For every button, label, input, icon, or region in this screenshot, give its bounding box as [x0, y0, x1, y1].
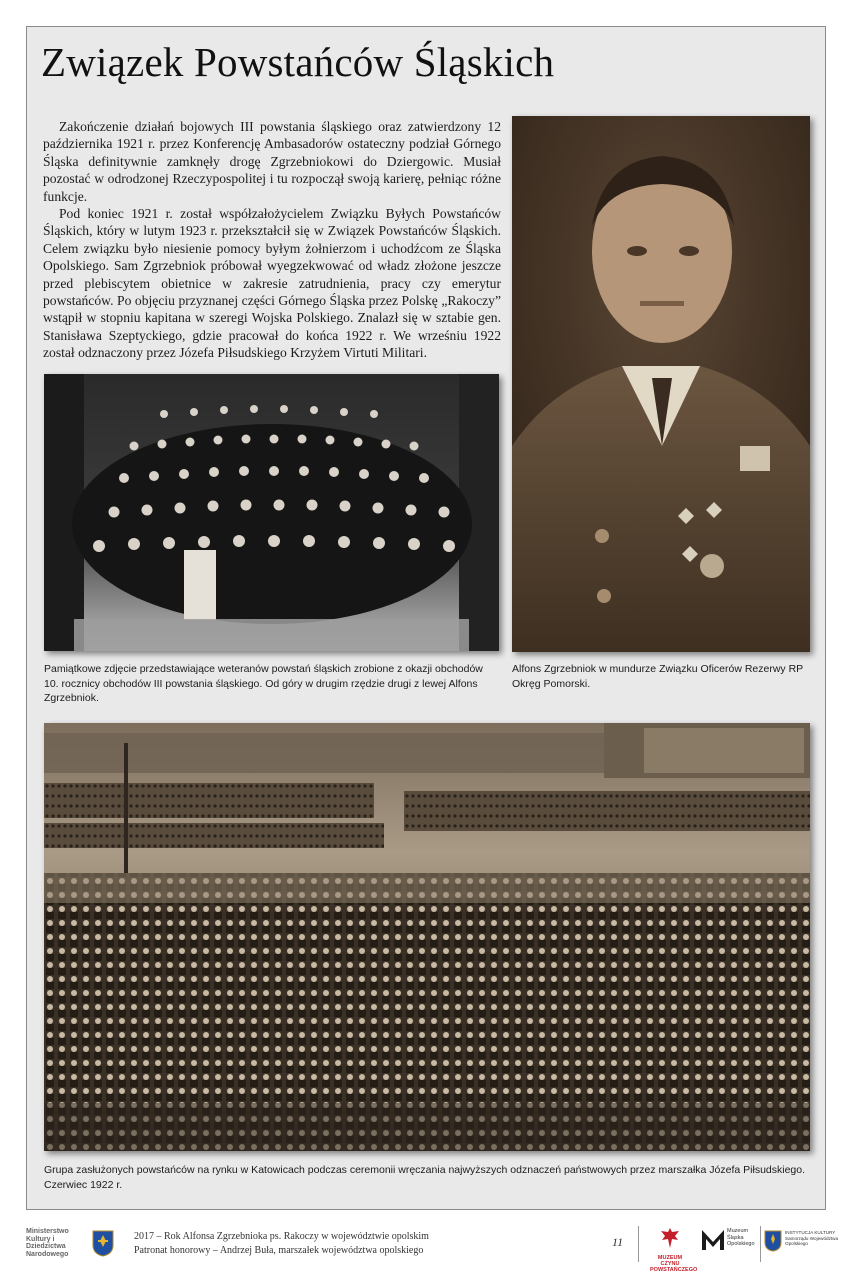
page-number: 11: [612, 1235, 624, 1249]
body-paragraph-2: Pod koniec 1921 r. został współzałożycielem Związku Byłych Powstańców Śląskich, który w lutym 1923 r. przekształcił się w Związek Powstańców Śląskich. Celem związku było niesienie pomocy byłym żołnierzom i uchodźcom ze Śląska Opolskiego. Sam Zgrzebniok próbował wyegzekwować od władz złożone jeszcze przed plebiscytem obietnice w zakresie zatrudnienia, pracy czy emerytur powstańców. Po objęciu przyznanej części Górnego Śląska przez Polskę „Rakoczy” wstąpił w stopniu kapitana w szeregi Wojska Polskiego. Znalazł się w sztabie gen. Stanisława Szeptyckiego, gdzie pracował do końca 1922 r. We wrześniu 1922 został odznaczony przez Józefa Piłsudskiego Krzyżem Virtuti Militari.: [43, 206, 501, 361]
footer-line-2: Patronat honorowy – Andrzej Buła, marszałek województwa opolskiego: [134, 1245, 424, 1256]
body-paragraph-1: Zakończenie działań bojowych III powstania śląskiego oraz zatwierdzony 12 października 1921 r. przez Konferencję Ambasadorów ostateczny podział Górnego Śląska definitywnie zamknęły drogę Zgrzebniokowi do Dziergowic. Musiał pozostać w odrodzonej Rzeczypospolitej i tu rozpoczął swoją karierę, pełniąc różne funkcje.: [43, 119, 501, 204]
body-text: [43, 118, 501, 362]
museum-logo-text: MUZEUM CZYNU POWSTAŃCZEGO: [650, 1255, 698, 1273]
footer-divider: [760, 1226, 761, 1262]
mso-logo-text: Muzeum Śląska Opolskiego: [727, 1228, 755, 1247]
portrait-photo: [512, 116, 810, 652]
ministry-logo-text: Ministerstwo Kultury i Dziedzictwa Narodowego: [26, 1228, 69, 1258]
mso-logo: [700, 1228, 762, 1257]
crowd-photo-caption: Grupa zasłużonych powstańców na rynku w Katowicach podczas ceremonii wręczania najwyższych odznaczeń państwowych przez marszałka Józefa Piłsudskiego. Czerwiec 1922 r.: [44, 1164, 806, 1191]
institution-logo-text: INSTYTUCJA KULTURY Samorządu Województwa Opolskiego: [785, 1230, 839, 1246]
ministry-logo: [26, 1228, 82, 1258]
portrait-photo-caption: Alfons Zgrzebniok w mundurze Związku Oficerów Rezerwy RP Okręg Pomorski.: [512, 663, 803, 690]
museum-logo: [650, 1226, 698, 1273]
footer: [0, 1216, 853, 1280]
footer-line-1: 2017 – Rok Alfonsa Zgrzebnioka ps. Rakoczy w województwie opolskim: [134, 1231, 429, 1242]
market-square-crowd-photo: [44, 723, 810, 1151]
veterans-photo-caption: Pamiątkowe zdjęcie przedstawiające weteranów powstań śląskich zrobione z okazji obchodów 10. rocznicy obchodów III powstania śląskiego. Od góry w drugim rzędzie drugi z lewej Alfons Zgrzebniok.: [44, 663, 483, 704]
museum-m-icon: [700, 1228, 726, 1252]
institution-logo: [764, 1230, 844, 1257]
eagle-icon: [659, 1226, 681, 1250]
veterans-group-photo: [44, 374, 499, 651]
coat-of-arms-opole-icon: [764, 1230, 782, 1252]
page-title: Związek Powstańców Śląskich: [41, 39, 555, 85]
coat-of-arms-opole-icon: [92, 1230, 114, 1257]
footer-divider: [638, 1226, 639, 1262]
